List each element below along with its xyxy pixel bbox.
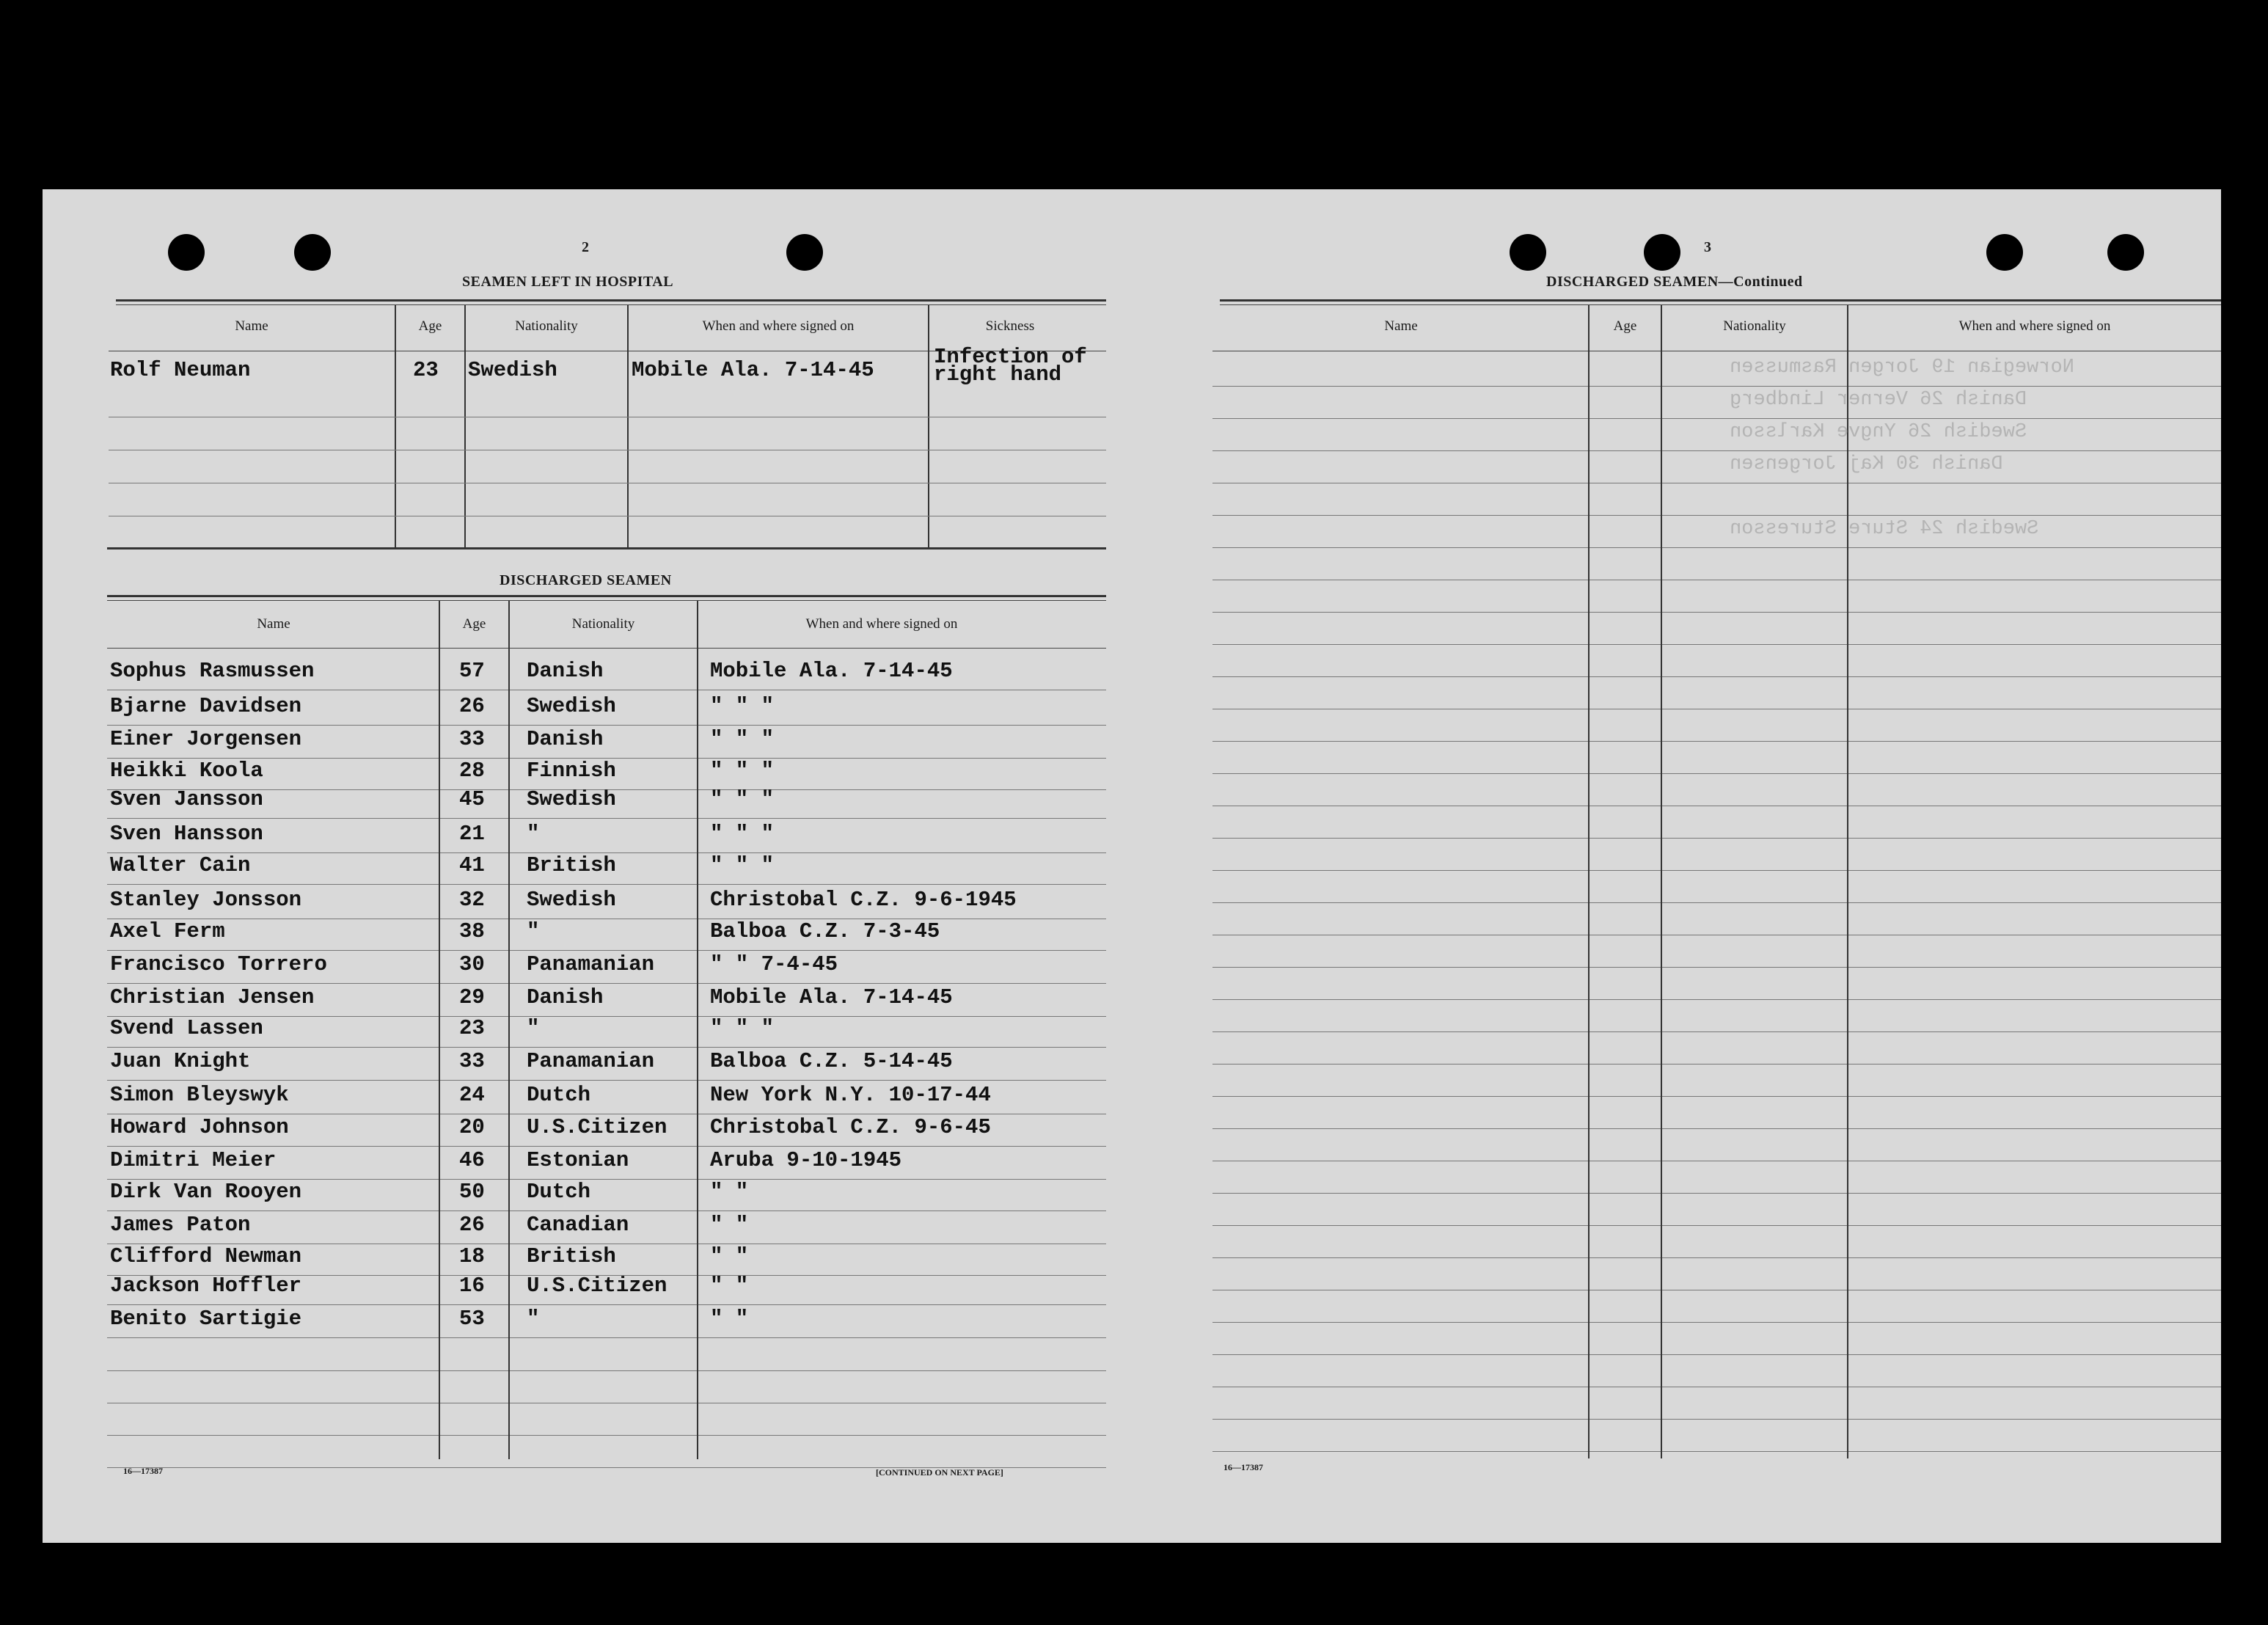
discharged-name: Svend Lassen (110, 1016, 263, 1040)
discharged-section-title: DISCHARGED SEAMEN (500, 572, 672, 588)
discharged-name: Sven Jansson (110, 787, 263, 811)
discharged-age: 21 (459, 822, 485, 846)
discharged-age: 28 (459, 759, 485, 783)
discharged-nationality: Danish (527, 985, 604, 1009)
discharged-nationality: Panamanian (527, 952, 655, 976)
discharged-signed: " " (710, 1244, 749, 1268)
form-number: 16—17387 (1223, 1462, 1263, 1472)
col-header-age: Age (462, 616, 486, 632)
discharged-age: 29 (459, 985, 485, 1009)
discharged-name: Jackson Hoffler (110, 1274, 302, 1298)
discharged-name: Simon Bleyswyk (110, 1083, 289, 1107)
hospital-name: Rolf Neuman (110, 358, 251, 382)
discharged-signed: " " " (710, 787, 775, 811)
bleed-through-text: Norwegian 19 Jorgen Rasmussen (1730, 357, 2074, 379)
discharged-nationality: " (527, 919, 540, 943)
discharged-age: 26 (459, 1213, 485, 1237)
hospital-sickness-line2: right hand (934, 362, 1062, 387)
discharged-nationality: British (527, 853, 616, 877)
punch-hole (1986, 234, 2023, 271)
bleed-through-text: Swedish 24 Sture Sturesson (1730, 518, 2039, 540)
discharged-name: James Paton (110, 1213, 251, 1237)
discharged-name: Juan Knight (110, 1049, 251, 1073)
discharged-name: Sven Hansson (110, 822, 263, 846)
discharged-signed: Balboa C.Z. 7-3-45 (710, 919, 940, 943)
discharged-signed: New York N.Y. 10-17-44 (710, 1083, 991, 1107)
discharged-name: Bjarne Davidsen (110, 694, 302, 718)
discharged-name: Francisco Torrero (110, 952, 327, 976)
discharged-continued-title: DISCHARGED SEAMEN—Continued (1546, 274, 1803, 290)
punch-hole (1644, 234, 1680, 271)
bleed-through-text: Danish 26 Verner Lindberg (1730, 389, 2027, 411)
discharged-signed: Aruba 9-10-1945 (710, 1148, 902, 1172)
page-number: 2 (582, 239, 589, 255)
col-header-signed-on: When and where signed on (805, 616, 958, 632)
discharged-age: 45 (459, 787, 485, 811)
discharged-signed: " " " (710, 853, 775, 877)
discharged-nationality: " (527, 1016, 540, 1040)
discharged-nationality: British (527, 1244, 616, 1268)
discharged-nationality: " (527, 822, 540, 846)
discharged-nationality: Danish (527, 727, 604, 751)
discharged-name: Dimitri Meier (110, 1148, 277, 1172)
discharged-nationality: Estonian (527, 1148, 629, 1172)
discharged-nationality: Panamanian (527, 1049, 655, 1073)
discharged-name: Einer Jorgensen (110, 727, 302, 751)
bleed-through-text: Danish 30 Kaj Jorgensen (1730, 453, 2003, 475)
discharged-name: Dirk Van Rooyen (110, 1180, 302, 1204)
discharged-nationality: Dutch (527, 1180, 591, 1204)
discharged-nationality: U.S.Citizen (527, 1274, 667, 1298)
discharged-nationality: " (527, 1307, 540, 1331)
page-number: 3 (1704, 239, 1711, 255)
discharged-name: Sophus Rasmussen (110, 659, 315, 683)
discharged-signed: Balboa C.Z. 5-14-45 (710, 1049, 953, 1073)
hospital-sickness-line1: Infection of (934, 345, 1087, 369)
punch-hole (2107, 234, 2144, 271)
punch-hole (1510, 234, 1546, 271)
hospital-section-title: SEAMEN LEFT IN HOSPITAL (462, 274, 674, 290)
discharged-name: Christian Jensen (110, 985, 315, 1009)
discharged-signed: " " " (710, 759, 775, 783)
discharged-signed: " " " (710, 1016, 775, 1040)
discharged-age: 16 (459, 1274, 485, 1298)
col-header-sickness: Sickness (985, 318, 1035, 334)
discharged-nationality: Swedish (527, 787, 616, 811)
discharged-age: 46 (459, 1148, 485, 1172)
discharged-signed: Mobile Ala. 7-14-45 (710, 659, 953, 683)
col-header-nationality: Nationality (571, 616, 635, 632)
discharged-age: 41 (459, 853, 485, 877)
discharged-name: Heikki Koola (110, 759, 263, 783)
discharged-signed: " " (710, 1180, 749, 1204)
discharged-signed: " " 7-4-45 (710, 952, 838, 976)
continued-note: [CONTINUED ON NEXT PAGE] (876, 1467, 1003, 1478)
discharged-age: 24 (459, 1083, 485, 1107)
discharged-age: 20 (459, 1115, 485, 1139)
discharged-signed: " " " (710, 694, 775, 718)
discharged-age: 38 (459, 919, 485, 943)
punch-hole (786, 234, 823, 271)
col-header-signed-on: When and where signed on (1958, 318, 2111, 334)
punch-hole (168, 234, 205, 271)
discharged-signed: " " (710, 1274, 749, 1298)
discharged-age: 30 (459, 952, 485, 976)
discharged-age: 18 (459, 1244, 485, 1268)
discharged-nationality: Danish (527, 659, 604, 683)
form-number: 16—17387 (123, 1466, 163, 1476)
discharged-nationality: Swedish (527, 694, 616, 718)
bleed-through-text: Swedish 26 Yngve Karlsson (1730, 421, 2027, 443)
discharged-age: 33 (459, 727, 485, 751)
discharged-nationality: U.S.Citizen (527, 1115, 667, 1139)
col-header-name: Name (257, 616, 290, 632)
discharged-nationality: Dutch (527, 1083, 591, 1107)
col-header-nationality: Nationality (515, 318, 578, 334)
col-header-name: Name (235, 318, 268, 334)
discharged-signed: " " " (710, 727, 775, 751)
discharged-signed: Christobal C.Z. 9-6-1945 (710, 888, 1017, 912)
discharged-signed: Christobal C.Z. 9-6-45 (710, 1115, 991, 1139)
hospital-signed-on: Mobile Ala. 7-14-45 (632, 358, 874, 382)
col-header-signed-on: When and where signed on (702, 318, 855, 334)
discharged-nationality: Canadian (527, 1213, 629, 1237)
document-sheet (43, 189, 2221, 1543)
discharged-nationality: Swedish (527, 888, 616, 912)
discharged-signed: Mobile Ala. 7-14-45 (710, 985, 953, 1009)
hospital-age: 23 (413, 358, 439, 382)
col-header-age: Age (1613, 318, 1637, 334)
hospital-nationality: Swedish (468, 358, 557, 382)
discharged-nationality: Finnish (527, 759, 616, 783)
discharged-age: 32 (459, 888, 485, 912)
col-header-nationality: Nationality (1723, 318, 1786, 334)
discharged-name: Benito Sartigie (110, 1307, 302, 1331)
discharged-name: Axel Ferm (110, 919, 225, 943)
discharged-name: Clifford Newman (110, 1244, 302, 1268)
discharged-signed: " " (710, 1307, 749, 1331)
discharged-name: Walter Cain (110, 853, 251, 877)
discharged-age: 26 (459, 694, 485, 718)
discharged-age: 57 (459, 659, 485, 683)
discharged-age: 50 (459, 1180, 485, 1204)
col-header-age: Age (418, 318, 442, 334)
discharged-age: 33 (459, 1049, 485, 1073)
discharged-signed: " " (710, 1213, 749, 1237)
discharged-signed: " " " (710, 822, 775, 846)
discharged-name: Howard Johnson (110, 1115, 289, 1139)
col-header-name: Name (1384, 318, 1418, 334)
discharged-age: 23 (459, 1016, 485, 1040)
punch-hole (294, 234, 331, 271)
discharged-name: Stanley Jonsson (110, 888, 302, 912)
discharged-age: 53 (459, 1307, 485, 1331)
